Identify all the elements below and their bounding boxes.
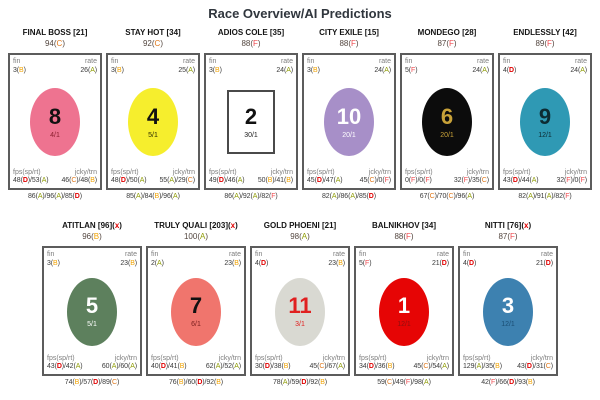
fps-value: 129(A)/35(B) [463, 363, 502, 371]
jcky-value: 60(A)/60(A) [101, 363, 137, 371]
jcky-label: jcky/trn [74, 168, 97, 176]
combined-score: 74(B)/57(D)/89(C) [64, 379, 120, 386]
fin-value: 3(B) [209, 66, 222, 74]
horse-name [418, 26, 477, 39]
fin-label: fin [503, 58, 511, 65]
horse-name [125, 26, 180, 39]
horse-number: 7 [189, 293, 203, 318]
rate-value: 24(A) [276, 66, 293, 74]
prediction-box [42, 246, 142, 376]
fin-value: 5(F) [405, 66, 418, 74]
rate-label: rate [228, 251, 241, 258]
fin-value: 2(A) [151, 259, 164, 267]
horse-card[interactable] [106, 26, 200, 203]
fps-value: 45(D)/47(A) [307, 177, 343, 185]
prediction-box [250, 246, 350, 376]
jcky-label: jcky/trn [114, 354, 137, 362]
horse-name-text: NITTI [76] [484, 221, 522, 230]
horse-number: 5 [85, 293, 99, 318]
horse-card[interactable] [498, 26, 592, 203]
ai-score: 88(F) [339, 39, 359, 48]
horse-name [218, 26, 284, 39]
saddlecloth-area [405, 76, 489, 169]
saddlecloth-area [503, 76, 587, 169]
fps-label: fps(sp/rt) [111, 168, 139, 176]
jcky-label: jcky/trn [172, 168, 195, 176]
prediction-box [302, 53, 396, 190]
fps-label: fps(sp/rt) [307, 168, 335, 176]
saddlecloth-area [47, 269, 137, 355]
ai-score: 88(F) [394, 232, 414, 241]
bottom-row [0, 219, 600, 389]
horse-number: 9 [538, 103, 552, 129]
odds-value: 6/1 [191, 321, 201, 328]
fps-label: fps(sp/rt) [503, 168, 531, 176]
ai-score: 92(C) [142, 39, 163, 48]
saddlecloth-area [463, 269, 553, 355]
horse-card[interactable] [400, 26, 494, 203]
combined-score: 86(A)/92(A)/82(F) [224, 193, 278, 200]
horse-number: 10 [336, 103, 362, 129]
rate-label: rate [378, 58, 391, 65]
prediction-box [146, 246, 246, 376]
jcky-value: 43(D)/31(C) [517, 363, 553, 371]
rate-label: rate [476, 58, 489, 65]
jcky-value: 55(A)/29(C) [159, 177, 195, 185]
horse-name-text: ENDLESSLY [42] [513, 28, 577, 37]
horse-card[interactable] [302, 26, 396, 203]
fin-label: fin [111, 58, 119, 65]
horse-card[interactable] [458, 219, 558, 389]
saddlecloth-area [255, 269, 345, 355]
saddlecloth-area [209, 76, 293, 169]
fin-label: fin [255, 251, 263, 258]
rate-label: rate [124, 251, 137, 258]
rate-value: 23(B) [328, 259, 345, 267]
odds-value: 20/1 [440, 131, 454, 139]
jcky-label: jcky/trn [322, 354, 345, 362]
fin-value: 3(B) [307, 66, 320, 74]
fin-value: 4(D) [255, 259, 269, 267]
horse-name [485, 219, 531, 232]
fps-value: 43(D)/42(A) [47, 363, 83, 371]
saddlecloth-oval [67, 278, 117, 346]
jcky-value: 32(F)/35(C) [453, 177, 489, 185]
fps-value: 30(D)/38(B) [255, 363, 291, 371]
saddlecloth-oval [171, 278, 221, 346]
horse-name-text: MONDEGO [28] [417, 28, 477, 37]
fin-value: 4(D) [463, 259, 477, 267]
fin-value: 3(B) [47, 259, 60, 267]
rate-value: 24(A) [472, 66, 489, 74]
odds-value: 5/1 [148, 131, 158, 139]
odds-value: 12/1 [538, 131, 552, 139]
saddlecloth-oval [422, 88, 472, 156]
prediction-box [354, 246, 454, 376]
rate-value: 21(D) [431, 259, 449, 267]
jcky-label: jcky/trn [466, 168, 489, 176]
horse-card[interactable] [354, 219, 454, 389]
ai-score: 98(A) [290, 232, 310, 241]
fps-label: fps(sp/rt) [13, 168, 41, 176]
combined-score: 76(B)/60(D)/92(B) [169, 379, 223, 386]
saddlecloth-area [111, 76, 195, 169]
prediction-box [204, 53, 298, 190]
horse-name [23, 26, 88, 39]
fin-value: 3(B) [13, 66, 26, 74]
fin-label: fin [209, 58, 217, 65]
fps-label: fps(sp/rt) [359, 354, 387, 362]
ai-score: 96(B) [82, 232, 102, 241]
fps-value: 49(D)/46(A) [209, 177, 245, 185]
horse-name [372, 219, 436, 232]
jcky-value: 50(B)/41(B) [257, 177, 293, 185]
horse-flag: (x) [112, 221, 122, 230]
horse-flag: (x) [521, 221, 532, 230]
saddlecloth-oval [379, 278, 429, 346]
rate-value: 25(A) [178, 66, 195, 74]
page-title: Race Overview/AI Predictions [208, 6, 392, 21]
rate-label: rate [332, 251, 345, 258]
fin-label: fin [405, 58, 413, 65]
odds-value: 4/1 [50, 131, 60, 139]
horse-number: 8 [48, 103, 62, 129]
fin-label: fin [359, 251, 367, 258]
jcky-value: 46(C)/48(B) [61, 177, 97, 185]
fps-label: fps(sp/rt) [405, 168, 433, 176]
prediction-box [400, 53, 494, 190]
fps-value: 43(D)/44(A) [503, 177, 539, 185]
saddlecloth-oval [30, 88, 80, 156]
combined-score: 42(F)/66(D)/93(B) [481, 379, 535, 386]
horse-card[interactable] [204, 26, 298, 203]
horse-name-text: ATITLAN [96] [62, 221, 113, 230]
saddlecloth-area [151, 269, 241, 355]
horse-number: 1 [397, 293, 411, 318]
combined-score: 78(A)/59(D)/92(B) [273, 379, 327, 386]
jcky-value: 45(C)/54(A) [413, 363, 449, 371]
fps-value: 40(D)/41(B) [151, 363, 187, 371]
combined-score: 86(A)/96(A)/85(D) [28, 193, 82, 200]
saddlecloth-oval [483, 278, 533, 346]
rate-label: rate [84, 58, 97, 65]
horse-name-text: CITY EXILE [15] [319, 28, 379, 37]
saddlecloth-oval [275, 278, 325, 346]
fps-label: fps(sp/rt) [255, 354, 283, 362]
fps-label: fps(sp/rt) [151, 354, 179, 362]
combined-score: 82(A)/86(A)/85(D) [322, 193, 376, 200]
fps-value: 48(D)/53(A) [13, 177, 49, 185]
saddlecloth-oval [128, 88, 178, 156]
saddlecloth-oval [520, 88, 570, 156]
horse-name-text: ADIOS COLE [35] [217, 28, 285, 37]
jcky-value: 32(F)/0(F) [556, 177, 587, 185]
horse-name [319, 26, 379, 39]
fin-value: 4(D) [503, 66, 517, 74]
rate-value: 23(B) [224, 259, 241, 267]
prediction-box [8, 53, 102, 190]
horse-card[interactable] [42, 219, 142, 389]
odds-value: 12/1 [501, 321, 515, 328]
fin-value: 3(B) [111, 66, 124, 74]
jcky-value: 62(A)/52(A) [205, 363, 241, 371]
horse-card[interactable] [250, 219, 350, 389]
ai-score: 87(F) [437, 39, 457, 48]
fin-label: fin [307, 58, 315, 65]
odds-value: 20/1 [342, 131, 356, 139]
saddlecloth-area [359, 269, 449, 355]
fin-value: 5(F) [359, 259, 372, 267]
rate-value: 23(B) [120, 259, 137, 267]
horse-name [154, 219, 238, 232]
jcky-label: jcky/trn [368, 168, 391, 176]
fps-value: 0(F)/0(F) [405, 177, 432, 185]
rate-value: 24(A) [374, 66, 391, 74]
jcky-label: jcky/trn [426, 354, 449, 362]
rate-label: rate [182, 58, 195, 65]
horse-number: 3 [501, 293, 515, 318]
fps-value: 48(D)/50(A) [111, 177, 147, 185]
horse-number: 11 [288, 293, 312, 318]
fin-label: fin [151, 251, 159, 258]
rate-label: rate [280, 58, 293, 65]
ai-score: 87(F) [498, 232, 518, 241]
jcky-value: 45(C)/67(A) [309, 363, 345, 371]
jcky-label: jcky/trn [218, 354, 241, 362]
ai-score: 94(C) [44, 39, 65, 48]
horse-name [513, 26, 577, 39]
fps-value: 34(D)/36(B) [359, 363, 395, 371]
horse-number: 2 [244, 103, 258, 129]
rate-value: 26(A) [80, 66, 97, 74]
ai-score: 88(F) [241, 39, 261, 48]
fin-label: fin [13, 58, 21, 65]
rate-label: rate [540, 251, 553, 258]
horse-card[interactable] [146, 219, 246, 389]
saddlecloth-oval [324, 88, 374, 156]
horse-name-text: FINAL BOSS [21] [22, 28, 88, 37]
rate-label: rate [574, 58, 587, 65]
fps-label: fps(sp/rt) [463, 354, 491, 362]
horse-flag: (x) [228, 221, 238, 230]
prediction-box [498, 53, 592, 190]
combined-score: 59(C)/49(F)/98(A) [377, 379, 431, 386]
fin-label: fin [47, 251, 55, 258]
jcky-label: jcky/trn [270, 168, 293, 176]
horse-name-text: STAY HOT [34] [125, 28, 181, 37]
rate-value: 24(A) [570, 66, 587, 74]
jcky-label: jcky/trn [530, 354, 553, 362]
odds-value: 5/1 [87, 321, 97, 328]
odds-value: 12/1 [397, 321, 411, 328]
saddlecloth-area [13, 76, 97, 169]
horse-name-text: GOLD PHOENI [21] [263, 221, 337, 230]
saddlecloth-area [307, 76, 391, 169]
horse-name-text: BALNIKHOV [34] [371, 221, 436, 230]
horse-number: 4 [146, 103, 160, 129]
rate-value: 21(D) [535, 259, 553, 267]
combined-score: 82(A)/91(A)/82(F) [518, 193, 572, 200]
horse-number: 6 [440, 103, 454, 129]
jcky-label: jcky/trn [564, 168, 587, 176]
jcky-value: 45(C)/0(F) [359, 177, 391, 185]
combined-score: 85(A)/84(B)/96(A) [126, 193, 180, 200]
horse-card[interactable] [8, 26, 102, 203]
rate-label: rate [436, 251, 449, 258]
horse-name-text: TRULY QUALI [203] [154, 221, 228, 230]
combined-score: 67(C)/70(C)/96(A) [419, 193, 475, 200]
prediction-box [106, 53, 200, 190]
fps-label: fps(sp/rt) [209, 168, 237, 176]
top-row [0, 26, 600, 203]
horse-name [62, 219, 122, 232]
fps-label: fps(sp/rt) [47, 354, 75, 362]
fin-label: fin [463, 251, 471, 258]
prediction-box [458, 246, 558, 376]
odds-value: 30/1 [244, 131, 258, 139]
ai-score: 89(F) [535, 39, 555, 48]
horse-name [264, 219, 336, 232]
ai-score: 100(A) [183, 232, 209, 241]
odds-value: 3/1 [295, 321, 305, 328]
saddlecloth-oval [227, 90, 275, 154]
